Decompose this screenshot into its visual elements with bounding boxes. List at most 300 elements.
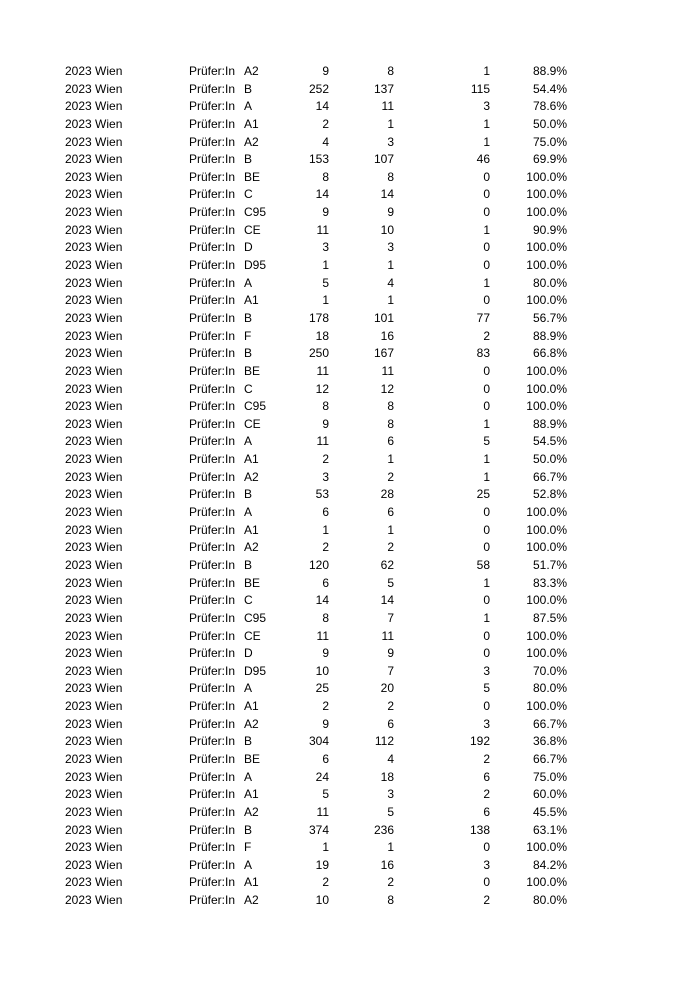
- failed-count-cell: 1: [483, 452, 490, 467]
- table-row: [0, 557, 700, 575]
- role-cell: Prüfer:In: [189, 169, 236, 184]
- passed-count-cell: 8: [387, 893, 394, 908]
- table-row: [0, 134, 700, 152]
- license-class-cell: A: [244, 505, 253, 520]
- table-row: [0, 239, 700, 257]
- table-row: [0, 292, 700, 310]
- year-region-cell: 2023 Wien: [65, 169, 123, 184]
- license-class-cell: D95: [244, 258, 267, 273]
- passed-count-cell: 1: [387, 452, 394, 467]
- year-region-cell: 2023 Wien: [65, 769, 123, 784]
- passed-count-cell: 6: [387, 434, 394, 449]
- passed-count-cell: 18: [380, 769, 394, 784]
- table-row: [0, 398, 700, 416]
- license-class-cell: C95: [244, 610, 267, 625]
- passed-count-cell: 8: [387, 169, 394, 184]
- license-class-cell: C: [244, 593, 253, 608]
- year-region-cell: 2023 Wien: [65, 381, 123, 396]
- pass-rate-cell: 100.0%: [526, 399, 567, 414]
- passed-count-cell: 3: [387, 134, 394, 149]
- year-region-cell: 2023 Wien: [65, 116, 123, 131]
- table-row: [0, 63, 700, 81]
- license-class-cell: A2: [244, 716, 259, 731]
- table-row: [0, 786, 700, 804]
- table-row: [0, 222, 700, 240]
- pass-rate-cell: 54.4%: [532, 81, 567, 96]
- total-count-cell: 18: [315, 328, 329, 343]
- license-class-cell: A: [244, 434, 253, 449]
- pass-rate-cell: 66.7%: [532, 469, 567, 484]
- failed-count-cell: 83: [476, 346, 490, 361]
- year-region-cell: 2023 Wien: [65, 434, 123, 449]
- year-region-cell: 2023 Wien: [65, 452, 123, 467]
- role-cell: Prüfer:In: [189, 681, 236, 696]
- passed-count-cell: 4: [387, 275, 394, 290]
- table-row: [0, 716, 700, 734]
- license-class-cell: CE: [244, 416, 261, 431]
- failed-count-cell: 192: [469, 734, 490, 749]
- license-class-cell: C95: [244, 205, 267, 220]
- passed-count-cell: 167: [373, 346, 394, 361]
- table-row: [0, 892, 700, 910]
- year-region-cell: 2023 Wien: [65, 681, 123, 696]
- role-cell: Prüfer:In: [189, 875, 236, 890]
- license-class-cell: B: [244, 734, 253, 749]
- failed-count-cell: 1: [483, 64, 490, 78]
- role-cell: Prüfer:In: [189, 116, 236, 131]
- passed-count-cell: 1: [387, 840, 394, 855]
- total-count-cell: 1: [322, 840, 329, 855]
- passed-count-cell: 8: [387, 399, 394, 414]
- passed-count-cell: 12: [380, 381, 394, 396]
- role-cell: Prüfer:In: [189, 99, 236, 114]
- total-count-cell: 120: [308, 557, 329, 572]
- pass-rate-cell: 75.0%: [532, 769, 567, 784]
- year-region-cell: 2023 Wien: [65, 469, 123, 484]
- table-row: [0, 169, 700, 187]
- failed-count-cell: 1: [483, 275, 490, 290]
- passed-count-cell: 1: [387, 116, 394, 131]
- passed-count-cell: 1: [387, 258, 394, 273]
- passed-count-cell: 2: [387, 699, 394, 714]
- year-region-cell: 2023 Wien: [65, 575, 123, 590]
- table-row: [0, 645, 700, 663]
- table-row: [0, 328, 700, 346]
- role-cell: Prüfer:In: [189, 540, 236, 555]
- role-cell: Prüfer:In: [189, 734, 236, 749]
- license-class-cell: A2: [244, 804, 259, 819]
- role-cell: Prüfer:In: [189, 663, 236, 678]
- passed-count-cell: 11: [381, 363, 394, 378]
- failed-count-cell: 0: [483, 169, 490, 184]
- license-class-cell: BE: [244, 751, 261, 766]
- license-class-cell: A2: [244, 893, 259, 908]
- failed-count-cell: 3: [483, 99, 490, 114]
- license-class-cell: A1: [244, 293, 259, 308]
- table-row: [0, 486, 700, 504]
- failed-count-cell: 1: [483, 575, 490, 590]
- license-class-cell: C: [244, 381, 253, 396]
- pass-rate-cell: 83.3%: [532, 575, 567, 590]
- role-cell: Prüfer:In: [189, 804, 236, 819]
- total-count-cell: 12: [315, 381, 329, 396]
- failed-count-cell: 1: [483, 134, 490, 149]
- passed-count-cell: 3: [387, 240, 394, 255]
- pass-rate-cell: 80.0%: [532, 275, 567, 290]
- pass-rate-cell: 36.8%: [532, 734, 567, 749]
- passed-count-cell: 16: [380, 328, 394, 343]
- passed-count-cell: 4: [387, 751, 394, 766]
- failed-count-cell: 6: [483, 804, 490, 819]
- total-count-cell: 11: [316, 628, 329, 643]
- total-count-cell: 178: [308, 310, 329, 325]
- table-row: [0, 416, 700, 434]
- year-region-cell: 2023 Wien: [65, 64, 123, 78]
- pass-rate-cell: 100.0%: [526, 875, 567, 890]
- failed-count-cell: 0: [483, 840, 490, 855]
- license-class-cell: A1: [244, 116, 259, 131]
- pass-rate-cell: 100.0%: [526, 169, 567, 184]
- table-row: [0, 310, 700, 328]
- failed-count-cell: 0: [483, 399, 490, 414]
- failed-count-cell: 0: [483, 540, 490, 555]
- table-row: [0, 504, 700, 522]
- failed-count-cell: 46: [476, 152, 490, 167]
- failed-count-cell: 0: [483, 363, 490, 378]
- role-cell: Prüfer:In: [189, 646, 236, 661]
- pass-rate-cell: 50.0%: [532, 452, 567, 467]
- license-class-cell: B: [244, 310, 253, 325]
- passed-count-cell: 107: [373, 152, 394, 167]
- total-count-cell: 24: [315, 769, 329, 784]
- license-class-cell: A2: [244, 64, 259, 78]
- year-region-cell: 2023 Wien: [65, 134, 123, 149]
- table-row: [0, 275, 700, 293]
- table-row: [0, 98, 700, 116]
- failed-count-cell: 0: [483, 205, 490, 220]
- total-count-cell: 9: [322, 205, 329, 220]
- table-row: [0, 204, 700, 222]
- total-count-cell: 5: [322, 787, 329, 802]
- pass-rate-cell: 90.9%: [532, 222, 567, 237]
- year-region-cell: 2023 Wien: [65, 804, 123, 819]
- pass-rate-cell: 66.8%: [532, 346, 567, 361]
- table-row: [0, 839, 700, 857]
- passed-count-cell: 236: [373, 822, 394, 837]
- pass-rate-cell: 69.9%: [532, 152, 567, 167]
- passed-count-cell: 8: [387, 64, 394, 78]
- total-count-cell: 8: [322, 610, 329, 625]
- failed-count-cell: 1: [483, 469, 490, 484]
- role-cell: Prüfer:In: [189, 593, 236, 608]
- role-cell: Prüfer:In: [189, 81, 236, 96]
- year-region-cell: 2023 Wien: [65, 187, 123, 202]
- role-cell: Prüfer:In: [189, 275, 236, 290]
- pass-rate-cell: 80.0%: [532, 681, 567, 696]
- failed-count-cell: 5: [483, 434, 490, 449]
- license-class-cell: A1: [244, 699, 259, 714]
- pass-rate-cell: 100.0%: [526, 258, 567, 273]
- role-cell: Prüfer:In: [189, 152, 236, 167]
- passed-count-cell: 2: [387, 875, 394, 890]
- role-cell: Prüfer:In: [189, 64, 236, 78]
- total-count-cell: 4: [322, 134, 329, 149]
- role-cell: Prüfer:In: [189, 787, 236, 802]
- role-cell: Prüfer:In: [189, 469, 236, 484]
- pass-rate-cell: 50.0%: [532, 116, 567, 131]
- license-class-cell: D: [244, 646, 253, 661]
- passed-count-cell: 1: [387, 293, 394, 308]
- failed-count-cell: 0: [483, 593, 490, 608]
- total-count-cell: 11: [316, 222, 329, 237]
- role-cell: Prüfer:In: [189, 381, 236, 396]
- year-region-cell: 2023 Wien: [65, 557, 123, 572]
- role-cell: Prüfer:In: [189, 751, 236, 766]
- role-cell: Prüfer:In: [189, 505, 236, 520]
- year-region-cell: 2023 Wien: [65, 275, 123, 290]
- total-count-cell: 2: [322, 116, 329, 131]
- license-class-cell: A1: [244, 522, 259, 537]
- passed-count-cell: 2: [387, 469, 394, 484]
- table-row: [0, 363, 700, 381]
- total-count-cell: 14: [315, 187, 329, 202]
- year-region-cell: 2023 Wien: [65, 751, 123, 766]
- passed-count-cell: 9: [387, 205, 394, 220]
- total-count-cell: 2: [322, 540, 329, 555]
- role-cell: Prüfer:In: [189, 416, 236, 431]
- role-cell: Prüfer:In: [189, 716, 236, 731]
- table-row: [0, 116, 700, 134]
- year-region-cell: 2023 Wien: [65, 540, 123, 555]
- pass-rate-cell: 63.1%: [532, 822, 567, 837]
- failed-count-cell: 3: [483, 716, 490, 731]
- failed-count-cell: 1: [483, 416, 490, 431]
- table-row: [0, 751, 700, 769]
- license-class-cell: A: [244, 681, 253, 696]
- passed-count-cell: 8: [387, 416, 394, 431]
- role-cell: Prüfer:In: [189, 522, 236, 537]
- passed-count-cell: 14: [380, 593, 394, 608]
- role-cell: Prüfer:In: [189, 187, 236, 202]
- role-cell: Prüfer:In: [189, 893, 236, 908]
- license-class-cell: B: [244, 81, 253, 96]
- year-region-cell: 2023 Wien: [65, 787, 123, 802]
- pass-rate-cell: 100.0%: [526, 240, 567, 255]
- role-cell: Prüfer:In: [189, 557, 236, 572]
- year-region-cell: 2023 Wien: [65, 663, 123, 678]
- year-region-cell: 2023 Wien: [65, 716, 123, 731]
- pass-rate-cell: 100.0%: [526, 505, 567, 520]
- table-row: [0, 698, 700, 716]
- year-region-cell: 2023 Wien: [65, 522, 123, 537]
- table-row: [0, 663, 700, 681]
- passed-count-cell: 9: [387, 646, 394, 661]
- failed-count-cell: 6: [483, 769, 490, 784]
- passed-count-cell: 6: [387, 716, 394, 731]
- role-cell: Prüfer:In: [189, 628, 236, 643]
- total-count-cell: 10: [315, 893, 329, 908]
- year-region-cell: 2023 Wien: [65, 646, 123, 661]
- year-region-cell: 2023 Wien: [65, 152, 123, 167]
- passed-count-cell: 5: [387, 575, 394, 590]
- year-region-cell: 2023 Wien: [65, 99, 123, 114]
- total-count-cell: 153: [308, 152, 329, 167]
- passed-count-cell: 28: [380, 487, 394, 502]
- failed-count-cell: 5: [483, 681, 490, 696]
- failed-count-cell: 115: [470, 81, 490, 96]
- total-count-cell: 11: [316, 363, 329, 378]
- role-cell: Prüfer:In: [189, 575, 236, 590]
- license-class-cell: CE: [244, 628, 261, 643]
- failed-count-cell: 0: [483, 699, 490, 714]
- license-class-cell: A2: [244, 540, 259, 555]
- failed-count-cell: 0: [483, 381, 490, 396]
- table-row: [0, 433, 700, 451]
- total-count-cell: 5: [322, 275, 329, 290]
- failed-count-cell: 0: [483, 628, 490, 643]
- license-class-cell: A2: [244, 134, 259, 149]
- year-region-cell: 2023 Wien: [65, 328, 123, 343]
- year-region-cell: 2023 Wien: [65, 857, 123, 872]
- year-region-cell: 2023 Wien: [65, 487, 123, 502]
- failed-count-cell: 0: [483, 258, 490, 273]
- total-count-cell: 2: [322, 875, 329, 890]
- pass-rate-cell: 45.5%: [532, 804, 567, 819]
- role-cell: Prüfer:In: [189, 258, 236, 273]
- pass-rate-cell: 88.9%: [532, 416, 567, 431]
- year-region-cell: 2023 Wien: [65, 205, 123, 220]
- license-class-cell: F: [244, 328, 252, 343]
- license-class-cell: C: [244, 187, 253, 202]
- failed-count-cell: 0: [483, 875, 490, 890]
- table-row: [0, 81, 700, 99]
- license-class-cell: CE: [244, 222, 261, 237]
- table-row: [0, 151, 700, 169]
- total-count-cell: 374: [308, 822, 329, 837]
- year-region-cell: 2023 Wien: [65, 399, 123, 414]
- failed-count-cell: 3: [483, 663, 490, 678]
- passed-count-cell: 137: [373, 81, 394, 96]
- total-count-cell: 19: [315, 857, 329, 872]
- role-cell: Prüfer:In: [189, 822, 236, 837]
- total-count-cell: 14: [315, 99, 329, 114]
- pass-rate-cell: 100.0%: [526, 293, 567, 308]
- pass-rate-cell: 51.7%: [532, 557, 567, 572]
- license-class-cell: A2: [244, 469, 259, 484]
- license-class-cell: A1: [244, 787, 259, 802]
- license-class-cell: BE: [244, 363, 261, 378]
- total-count-cell: 252: [308, 81, 329, 96]
- role-cell: Prüfer:In: [189, 310, 236, 325]
- year-region-cell: 2023 Wien: [65, 293, 123, 308]
- year-region-cell: 2023 Wien: [65, 310, 123, 325]
- failed-count-cell: 0: [483, 187, 490, 202]
- table-row: [0, 733, 700, 751]
- pass-rate-cell: 54.5%: [532, 434, 567, 449]
- pass-rate-cell: 100.0%: [526, 593, 567, 608]
- pass-rate-cell: 88.9%: [532, 64, 567, 78]
- passed-count-cell: 5: [387, 804, 394, 819]
- total-count-cell: 1: [322, 293, 329, 308]
- table-row: [0, 610, 700, 628]
- failed-count-cell: 2: [483, 751, 490, 766]
- year-region-cell: 2023 Wien: [65, 875, 123, 890]
- role-cell: Prüfer:In: [189, 487, 236, 502]
- passed-count-cell: 2: [387, 540, 394, 555]
- table-row: [0, 822, 700, 840]
- failed-count-cell: 2: [483, 328, 490, 343]
- passed-count-cell: 101: [373, 310, 394, 325]
- year-region-cell: 2023 Wien: [65, 734, 123, 749]
- passed-count-cell: 7: [387, 663, 394, 678]
- passed-count-cell: 7: [387, 610, 394, 625]
- total-count-cell: 10: [315, 663, 329, 678]
- role-cell: Prüfer:In: [189, 363, 236, 378]
- failed-count-cell: 2: [483, 787, 490, 802]
- license-class-cell: A: [244, 275, 253, 290]
- data-table: [0, 63, 700, 910]
- year-region-cell: 2023 Wien: [65, 610, 123, 625]
- failed-count-cell: 1: [483, 610, 490, 625]
- license-class-cell: B: [244, 487, 253, 502]
- license-class-cell: B: [244, 346, 253, 361]
- role-cell: Prüfer:In: [189, 399, 236, 414]
- total-count-cell: 6: [322, 751, 329, 766]
- role-cell: Prüfer:In: [189, 293, 236, 308]
- pass-rate-cell: 66.7%: [532, 751, 567, 766]
- pass-rate-cell: 100.0%: [526, 205, 567, 220]
- failed-count-cell: 77: [476, 310, 490, 325]
- role-cell: Prüfer:In: [189, 840, 236, 855]
- year-region-cell: 2023 Wien: [65, 240, 123, 255]
- pass-rate-cell: 100.0%: [526, 540, 567, 555]
- year-region-cell: 2023 Wien: [65, 346, 123, 361]
- passed-count-cell: 1: [387, 522, 394, 537]
- table-row: [0, 381, 700, 399]
- year-region-cell: 2023 Wien: [65, 222, 123, 237]
- total-count-cell: 11: [316, 804, 329, 819]
- passed-count-cell: 62: [380, 557, 394, 572]
- pass-rate-cell: 52.8%: [532, 487, 567, 502]
- passed-count-cell: 11: [381, 99, 394, 114]
- license-class-cell: B: [244, 152, 253, 167]
- year-region-cell: 2023 Wien: [65, 893, 123, 908]
- table-row: [0, 874, 700, 892]
- total-count-cell: 2: [322, 699, 329, 714]
- pass-rate-cell: 100.0%: [526, 363, 567, 378]
- total-count-cell: 9: [322, 716, 329, 731]
- total-count-cell: 9: [322, 416, 329, 431]
- license-class-cell: D: [244, 240, 253, 255]
- total-count-cell: 9: [322, 646, 329, 661]
- passed-count-cell: 10: [380, 222, 394, 237]
- table-row: [0, 769, 700, 787]
- passed-count-cell: 20: [380, 681, 394, 696]
- role-cell: Prüfer:In: [189, 769, 236, 784]
- passed-count-cell: 6: [387, 505, 394, 520]
- table-row: [0, 592, 700, 610]
- table-row: [0, 522, 700, 540]
- pass-rate-cell: 66.7%: [532, 716, 567, 731]
- total-count-cell: 6: [322, 505, 329, 520]
- pass-rate-cell: 80.0%: [532, 893, 567, 908]
- license-class-cell: A: [244, 857, 253, 872]
- year-region-cell: 2023 Wien: [65, 699, 123, 714]
- pass-rate-cell: 87.5%: [532, 610, 567, 625]
- role-cell: Prüfer:In: [189, 610, 236, 625]
- pass-rate-cell: 84.2%: [532, 857, 567, 872]
- license-class-cell: A1: [244, 452, 259, 467]
